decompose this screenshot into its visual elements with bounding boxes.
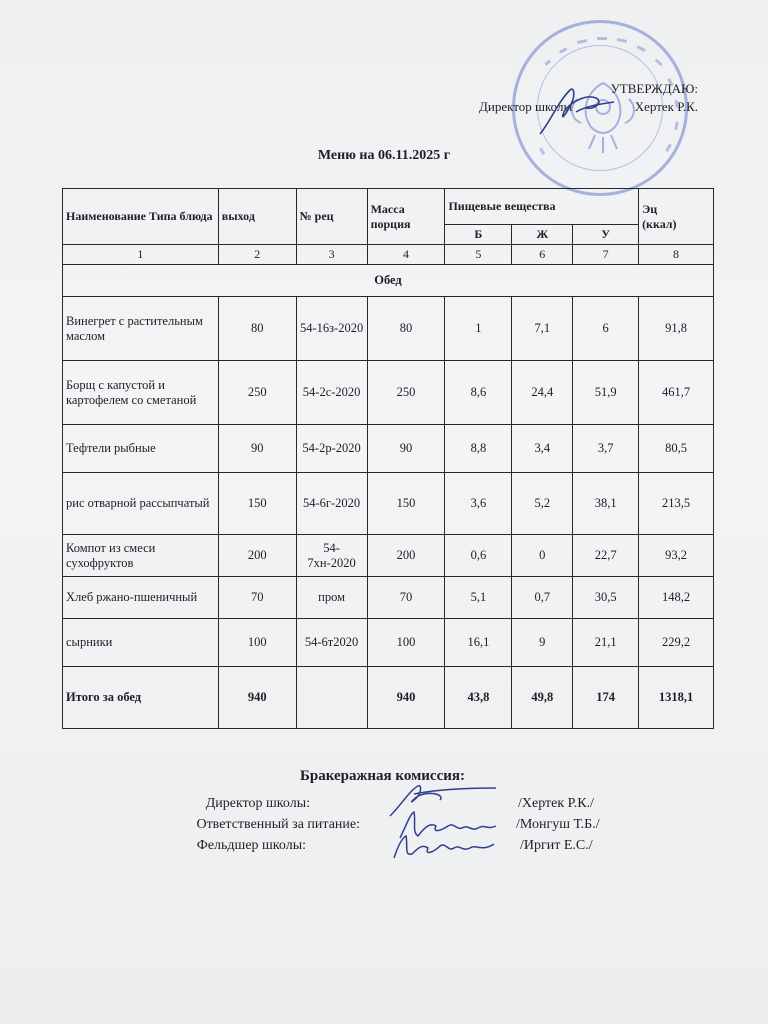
dish-name: Тефтели рыбные (63, 425, 219, 473)
dish-mass: 200 (367, 535, 445, 577)
dish-name: Компот из смеси сухофруктов (63, 535, 219, 577)
table-row (63, 425, 714, 473)
header-energy (639, 189, 714, 245)
dish-b: 3,6 (445, 473, 512, 535)
dish-recipe: 54-2р-2020 (296, 425, 367, 473)
director-title: Директор школы (479, 99, 573, 114)
dish-u: 38,1 (573, 473, 639, 535)
index-cell: 5 (445, 245, 512, 265)
dish-u: 6 (573, 297, 639, 361)
approve-label: УТВЕРЖДАЮ: (610, 81, 698, 96)
member-role: Ответственный за питание: (196, 817, 360, 832)
dish-zh: 3,4 (512, 425, 573, 473)
dish-recipe: 54-16з-2020 (296, 297, 367, 361)
index-cell: 6 (512, 245, 573, 265)
dish-name: Борщ с капустой и картофелем со сметаной (63, 361, 219, 425)
dish-mass: 150 (367, 473, 445, 535)
dish-energy: 461,7 (639, 361, 714, 425)
dish-energy: 91,8 (639, 297, 714, 361)
dish-u: 22,7 (573, 535, 639, 577)
menu-table (62, 188, 714, 729)
dish-b: 1 (445, 297, 512, 361)
dish-energy: 148,2 (639, 577, 714, 619)
index-row (63, 245, 714, 265)
dish-recipe: 54-6г-2020 (296, 473, 367, 535)
dish-output: 200 (218, 535, 296, 577)
dish-zh: 0,7 (512, 577, 573, 619)
dish-u: 51,9 (573, 361, 639, 425)
dish-energy: 80,5 (639, 425, 714, 473)
dish-recipe: 54-7хн-2020 (296, 535, 367, 577)
header-energy-bottom: (ккал) (642, 216, 677, 231)
table-row (63, 535, 714, 577)
dish-name: рис отварной рассыпчатый (63, 473, 219, 535)
dish-b: 16,1 (445, 619, 512, 667)
table-row (63, 473, 714, 535)
total-recipe (296, 667, 367, 729)
header-recipe: № рец (296, 189, 367, 245)
dish-u: 30,5 (573, 577, 639, 619)
member-role: Фельдшер школы: (196, 838, 306, 853)
index-cell: 8 (639, 245, 714, 265)
member-name: /Монгуш Т.Б./ (516, 817, 600, 832)
dish-mass: 100 (367, 619, 445, 667)
dish-output: 70 (218, 577, 296, 619)
dish-b: 8,8 (445, 425, 512, 473)
index-cell: 7 (573, 245, 639, 265)
total-b: 43,8 (445, 667, 512, 729)
dish-zh: 24,4 (512, 361, 573, 425)
dish-name: Хлеб ржано-пшеничный (63, 577, 219, 619)
total-output: 940 (218, 667, 296, 729)
table-row (63, 577, 714, 619)
header-row (63, 189, 714, 225)
table-row (63, 297, 714, 361)
total-zh: 49,8 (512, 667, 573, 729)
dish-b: 8,6 (445, 361, 512, 425)
header-zh: Ж (512, 225, 573, 245)
page-title: Меню на 06.11.2025 г (317, 148, 451, 163)
member-name: /Хертек Р.К./ (518, 796, 594, 811)
total-label: Итого за обед (63, 667, 219, 729)
dish-energy: 213,5 (639, 473, 714, 535)
dish-recipe: 54-2с-2020 (296, 361, 367, 425)
dish-recipe: 54-6т2020 (296, 619, 367, 667)
index-cell: 3 (296, 245, 367, 265)
index-cell: 4 (367, 245, 445, 265)
dish-zh: 9 (512, 619, 573, 667)
header-energy-top: Эц (642, 201, 658, 216)
dish-output: 80 (218, 297, 296, 361)
index-cell: 2 (218, 245, 296, 265)
index-cell: 1 (63, 245, 219, 265)
section-title: Обед (63, 265, 714, 297)
commission-heading: Бракеражная комиссия: (300, 768, 465, 784)
header-b: Б (445, 225, 512, 245)
director-name: Хертек Р.К. (634, 99, 698, 114)
dish-mass: 250 (367, 361, 445, 425)
dish-b: 0,6 (445, 535, 512, 577)
header-nutrients: Пищевые вещества (445, 189, 639, 225)
total-mass: 940 (367, 667, 445, 729)
header-u: У (573, 225, 639, 245)
dish-output: 100 (218, 619, 296, 667)
section-row (63, 265, 714, 297)
dish-zh: 0 (512, 535, 573, 577)
dish-u: 21,1 (573, 619, 639, 667)
header-dish: Наименование Типа блюда (63, 189, 219, 245)
dish-output: 250 (218, 361, 296, 425)
header-mass: Масса порция (367, 189, 445, 245)
dish-mass: 70 (367, 577, 445, 619)
total-row (63, 667, 714, 729)
member-role: Директор школы: (205, 796, 310, 811)
total-u: 174 (573, 667, 639, 729)
member-name: /Иргит Е.С./ (520, 838, 593, 853)
table-row (63, 361, 714, 425)
dish-u: 3,7 (573, 425, 639, 473)
dish-zh: 7,1 (512, 297, 573, 361)
commission-member (0, 838, 768, 858)
dish-output: 90 (218, 425, 296, 473)
director-signature-top (530, 82, 630, 142)
dish-mass: 90 (367, 425, 445, 473)
dish-energy: 93,2 (639, 535, 714, 577)
dish-output: 150 (218, 473, 296, 535)
dish-name: сырники (63, 619, 219, 667)
dish-b: 5,1 (445, 577, 512, 619)
dish-name: Винегрет с растительным маслом (63, 297, 219, 361)
dish-recipe: пром (296, 577, 367, 619)
dish-zh: 5,2 (512, 473, 573, 535)
dish-mass: 80 (367, 297, 445, 361)
table-row (63, 619, 714, 667)
dish-energy: 229,2 (639, 619, 714, 667)
medic-signature (390, 830, 500, 864)
header-output: выход (218, 189, 296, 245)
total-energy: 1318,1 (639, 667, 714, 729)
